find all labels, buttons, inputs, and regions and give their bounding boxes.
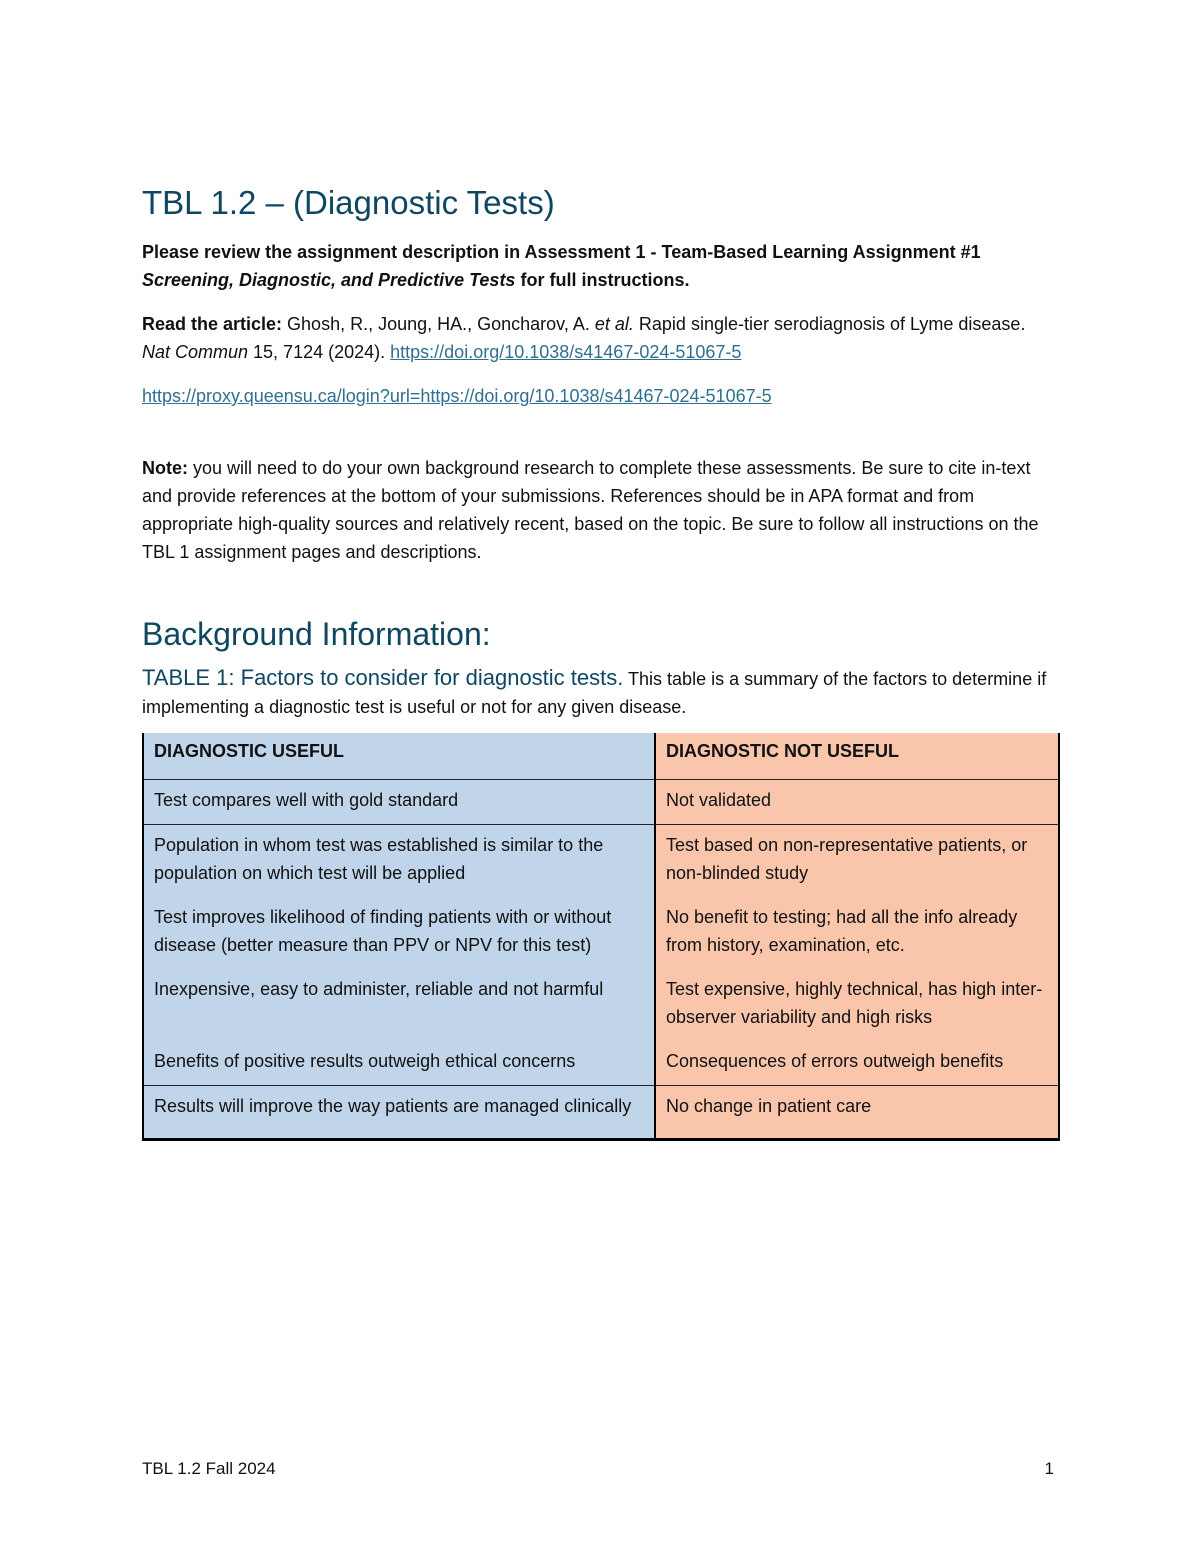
doi-link[interactable]: https://doi.org/10.1038/s41467-024-51067-5 bbox=[390, 342, 742, 362]
table-row bbox=[143, 825, 1059, 898]
not-useful-cell: Consequences of errors outweigh benefits bbox=[655, 1041, 1059, 1086]
useful-cell: Test compares well with gold standard bbox=[143, 780, 655, 825]
instructions-lead: Please review the assignment description in Assessment 1 - Team-Based Learning Assignment #1 bbox=[142, 242, 981, 262]
article-paragraph bbox=[142, 310, 1058, 366]
article-volume: 15, 7124 (2024). bbox=[248, 342, 391, 362]
table-header-row bbox=[143, 733, 1059, 780]
instructions-paragraph bbox=[142, 238, 1058, 294]
useful-cell: Test improves likelihood of finding patients with or without disease (better measure than PPV or NPV for this test) bbox=[143, 897, 655, 969]
table-row bbox=[143, 780, 1059, 825]
table-row bbox=[143, 969, 1059, 1041]
not-useful-cell: No change in patient care bbox=[655, 1086, 1059, 1140]
note-paragraph bbox=[142, 454, 1058, 566]
table-row bbox=[143, 897, 1059, 969]
page-content bbox=[142, 182, 1058, 1141]
proxy-paragraph bbox=[142, 382, 1058, 410]
useful-cell: Population in whom test was established is similar to the population on which test will be applied bbox=[143, 825, 655, 898]
article-authors: Ghosh, R., Joung, HA., Goncharov, A. bbox=[282, 314, 595, 334]
table-row bbox=[143, 1086, 1059, 1140]
note-label: Note: bbox=[142, 458, 188, 478]
article-title: Rapid single-tier serodiagnosis of Lyme disease. bbox=[633, 314, 1026, 334]
proxy-link[interactable]: https://proxy.queensu.ca/login?url=https://doi.org/10.1038/s41467-024-51067-5 bbox=[142, 386, 772, 406]
page-title: TBL 1.2 – (Diagnostic Tests) bbox=[142, 184, 555, 221]
header-diagnostic-useful: DIAGNOSTIC USEFUL bbox=[143, 733, 655, 780]
not-useful-cell: Test based on non-representative patients, or non-blinded study bbox=[655, 825, 1059, 898]
not-useful-cell: Not validated bbox=[655, 780, 1059, 825]
article-journal: Nat Commun bbox=[142, 342, 249, 362]
background-heading: Background Information: bbox=[142, 616, 491, 652]
article-label: Read the article: bbox=[142, 314, 283, 334]
useful-cell: Benefits of positive results outweigh ethical concerns bbox=[143, 1041, 655, 1086]
table-caption-title: TABLE 1: Factors to consider for diagnostic tests. bbox=[142, 665, 624, 690]
footer-label: TBL 1.2 Fall 2024 bbox=[142, 1459, 276, 1478]
instructions-italic: Screening, Diagnostic, and Predictive Tests bbox=[142, 270, 516, 290]
table-row bbox=[143, 1041, 1059, 1086]
page-number: 1 bbox=[1044, 1459, 1054, 1478]
article-etal: et al. bbox=[594, 314, 634, 334]
header-diagnostic-not-useful: DIAGNOSTIC NOT USEFUL bbox=[655, 733, 1059, 780]
useful-cell: Inexpensive, easy to administer, reliable and not harmful bbox=[143, 969, 655, 1041]
factors-table bbox=[142, 733, 1060, 1141]
instructions-tail: for full instructions. bbox=[515, 270, 690, 290]
useful-cell: Results will improve the way patients are managed clinically bbox=[143, 1086, 655, 1140]
table-caption-text: This table is a summary of the factors to determine if implementing a diagnostic test is useful or not for any given disease. bbox=[142, 669, 1047, 717]
not-useful-cell: Test expensive, highly technical, has high inter-observer variability and high risks bbox=[655, 969, 1059, 1041]
table-caption bbox=[142, 664, 1058, 721]
note-text: you will need to do your own background research to complete these assessments. Be sure to cite in-text and provide references at the bottom of your submissions. References should be in APA format and from appropriate high-quality sources and relatively recent, based on the topic. Be sure to follow all instructions on the TBL 1 assignment pages and descriptions. bbox=[142, 458, 1039, 562]
not-useful-cell: No benefit to testing; had all the info already from history, examination, etc. bbox=[655, 897, 1059, 969]
